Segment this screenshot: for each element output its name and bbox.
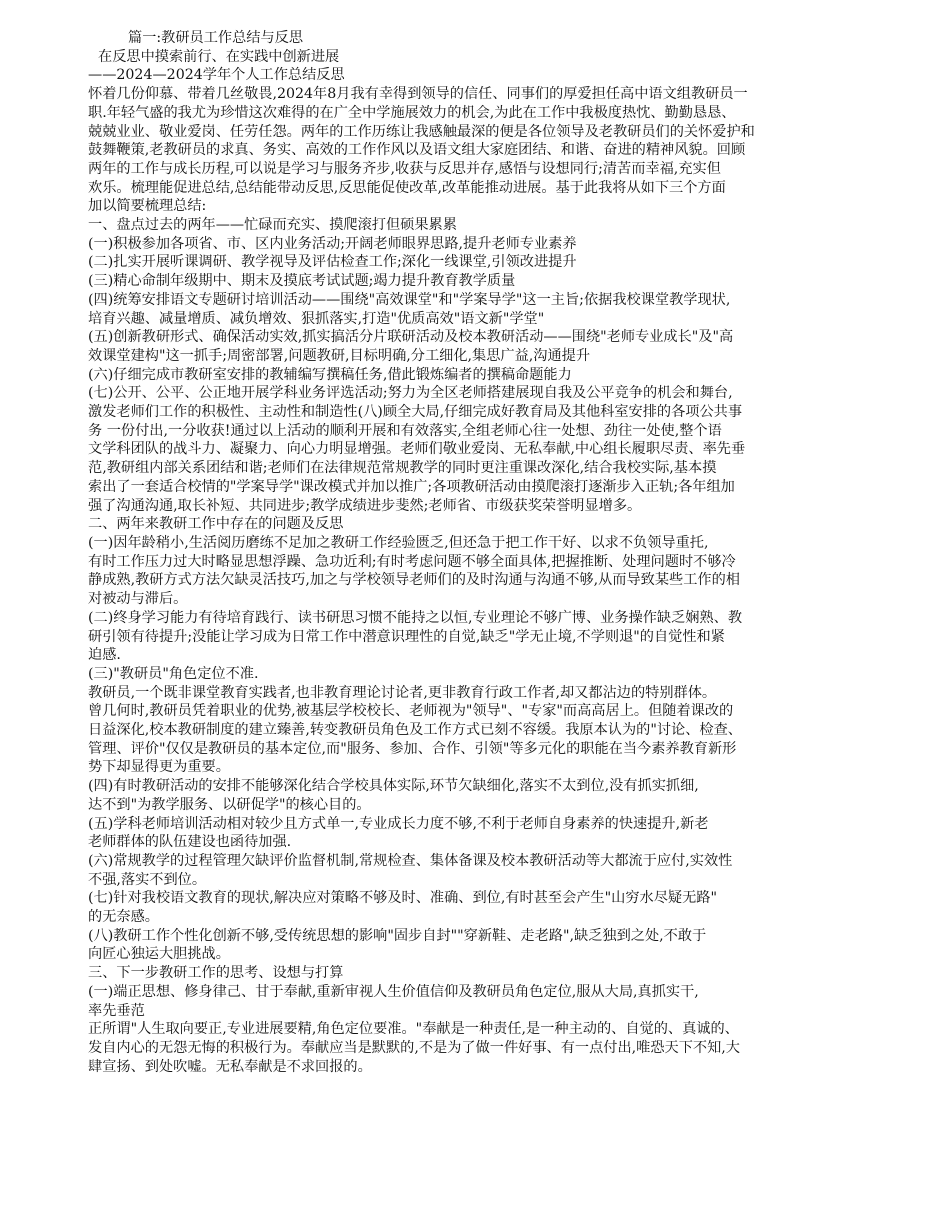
text-line: 老师群体的队伍建设也函待加强. [88, 834, 292, 851]
text-line: (四)统筹安排语文专题研讨培训活动——围绕"高效课堂"和"学案导学"这一主旨;依据我校课堂教学现状, [88, 291, 731, 308]
document-title: 篇一:教研员工作总结与反思 [128, 30, 304, 46]
text-line: 务 一份付出,一分收获!通过以上活动的顺利开展和有效落实,全组老师心往一处想、劲往一处使,整个语 [88, 422, 722, 439]
text-line: (一)因年龄稍小,生活阅历磨练不足加之教研工作经验匮乏,但还急于把工作干好、以求不负领导重托, [88, 534, 709, 551]
text-line: 怀着几份仰慕、带着几丝敬畏,2024年8月我有幸得到领导的信任、同事们的厚爱担任高中语文组教研员一 [88, 86, 748, 103]
text-line: 一、盘点过去的两年——忙碌而充实、摸爬滚打但硕果累累 [88, 217, 457, 234]
text-line: (六)仔细完成市教研室安排的教辅编写撰稿任务,借此锻炼编者的撰稿命题能力 [88, 366, 572, 383]
text-line: (二)扎实开展听课调研、教学视导及评估检查工作;深化一线课堂,引领改进提升 [88, 254, 577, 271]
text-line: 教研员,一个既非课堂教育实践者,也非教育理论讨论者,更非教育行政工作者,却又都沾边的特别群体。 [88, 684, 717, 701]
text-line: 正所谓"人生取向要正,专业进展要精,角色定位要准。"奉献是一种责任,是一种主动的、自觉的、真诚的、 [88, 1021, 739, 1038]
document-subtitle-year: ——2024—2024学年个人工作总结反思 [88, 67, 345, 84]
text-line: 索出了一套适合校情的"学案导学"课改模式并加以推广;各项教研活动由摸爬滚打逐渐步入正轨;各年组加 [88, 478, 735, 495]
text-line: 职.年轻气盛的我尤为珍惜这次难得的在广全中学施展效力的机会,为此在工作中我极度热忱、勤勤恳恳、 [88, 104, 736, 121]
text-line: (七)公开、公平、公正地开展学科业务评选活动;努力为全区老师搭建展现自我及公平竞争的机会和舞台, [88, 385, 733, 402]
text-line: 二、两年来教研工作中存在的问题及反思 [88, 516, 344, 533]
text-line: 效课堂建构"这一抓手;周密部署,问题教研,目标明确,分工细化,集思广益,沟通提升 [88, 347, 591, 364]
text-line: 有时工作压力过大时略显思想浮躁、急功近利;有时考虑问题不够全面具体,把握推断、处理问题时不够冷 [88, 553, 736, 570]
text-line: 加以简要梳理总结: [88, 198, 207, 215]
text-line: 静成熟,教研方式方法欠缺灵活技巧,加之与学校领导老师们的及时沟通与沟通不够,从而导致某些工作的相 [88, 572, 740, 589]
text-line: 率先垂范 [88, 1002, 145, 1019]
text-line: 两年的工作与成长历程,可以说是学习与服务齐步,收获与反思并存,感悟与设想同行;清苦而幸福,充实但 [88, 160, 721, 177]
text-line: 培育兴趣、减量增质、减负增效、狠抓落实,打造"优质高效"语文新"学堂" [88, 310, 545, 327]
text-line: (三)"教研员"角色定位不准. [88, 665, 259, 682]
text-line: (八)教研工作个性化创新不够,受传统思想的影响"固步自封""穿新鞋、走老路",缺乏独到之处,不敢于 [88, 927, 707, 944]
text-line: (四)有时教研活动的安排不能够深化结合学校具体实际,环节欠缺细化,落实不太到位,没有抓实抓细, [88, 778, 699, 795]
text-line: (五)学科老师培训活动相对较少且方式单一,专业成长力度不够,不利于老师自身素养的快速提升,新老 [88, 815, 709, 832]
text-line: 日益深化,校本教研制度的建立臻善,转变教研员角色及工作方式已刻不容缓。我原本认为的"讨论、检查、 [88, 722, 742, 739]
text-line: 三、下一步教研工作的思考、设想与打算 [88, 965, 344, 982]
text-line: 达不到"为教学服务、以研促学"的核心目的。 [88, 796, 371, 813]
text-line: 欢乐。梳理能促进总结,总结能带动反思,反思能促使改革,改革能推动进展。基于此我将从如下三个方面 [88, 179, 726, 196]
text-line: (六)常规教学的过程管理欠缺评价监督机制,常规检查、集体备课及校本教研活动等大都流于应付,实效性 [88, 852, 733, 869]
text-line: 迫感. [88, 647, 121, 664]
text-line: 文学科团队的战斗力、凝聚力、向心力明显增强。老师们敬业爱岗、无私奉献,中心组长履职尽责、率先垂 [88, 441, 746, 458]
text-line: 不强,落实不到位。 [88, 871, 207, 888]
document-subtitle: 在反思中摸索前行、在实践中创新进展 [98, 48, 340, 65]
text-line: 兢兢业业、敬业爱岗、任劳任怨。两年的工作历练让我感触最深的便是各位领导及老教研员们的关怀爱护和 [88, 123, 755, 140]
text-line: 管理、评价"仅仅是教研员的基本定位,而"服务、参加、合作、引领"等多元化的职能在当今素养教育新形 [88, 740, 737, 757]
text-line: 发自内心的无怨无悔的积极行为。奉献应当是默默的,不是为了做一件好事、有一点付出,唯恐天下不知,大 [88, 1039, 740, 1056]
text-line: 对被动与滞后。 [88, 591, 188, 608]
text-line: 肆宣扬、到处吹嘘。无私奉献是不求回报的。 [88, 1058, 372, 1075]
text-line: (二)终身学习能力有待培育践行、读书研思习惯不能持之以恒,专业理论不够广博、业务操作缺乏娴熟、教 [88, 609, 743, 626]
text-line: (一)积极参加各项省、市、区内业务活动;开阔老师眼界思路,提升老师专业素养 [88, 235, 577, 252]
text-line: (七)针对我校语文教育的现状,解决应对策略不够及时、准确、到位,有时甚至会产生"山穷水尽疑无路" [88, 890, 718, 907]
text-line: (五)创新教研形式、确保活动实效,抓实搞活分片联研活动及校本教研活动——围绕"老师专业成长"及"高 [88, 329, 734, 346]
text-line: 范,教研组内部关系团结和谐;老师们在法律规范常规教学的同时更注重课改深化,结合我校实际,基本摸 [88, 460, 717, 477]
text-line: (三)精心命制年级期中、期末及摸底考试试题;竭力提升教育教学质量 [88, 273, 516, 290]
text-line: 的无奈感。 [88, 909, 159, 926]
text-line: 鼓舞鞭策,老教研员的求真、务实、高效的工作作风以及语文组大家庭团结、和谐、奋进的精神风貌。回顾 [88, 142, 746, 159]
text-line: 激发老师们工作的积极性、主动性和制造性(八)顾全大局,仔细完成好教育局及其他科室安排的各项公共事 [88, 404, 743, 421]
text-line: 势下却显得更为重要。 [88, 759, 230, 776]
text-line: 曾几何时,教研员凭着职业的优势,被基层学校校长、老师视为"领导"、"专家"而高高居上。但随着课改的 [88, 703, 734, 720]
text-line: 强了沟通沟通,取长补短、共同进步;教学成绩进步斐然;老师省、市级获奖荣誉明显增多。 [88, 497, 642, 514]
document-body [88, 85, 890, 1076]
text-line: 向匠心独运大胆挑战。 [88, 946, 230, 963]
text-line: 研引领有待提升;没能让学习成为日常工作中潜意识理性的自觉,缺乏"学无止境,不学则退"的自觉性和紧 [88, 628, 725, 645]
text-line: (一)端正思想、修身律己、甘于奉献,重新审视人生价值信仰及教研员角色定位,服从大局,真抓实干, [88, 983, 699, 1000]
